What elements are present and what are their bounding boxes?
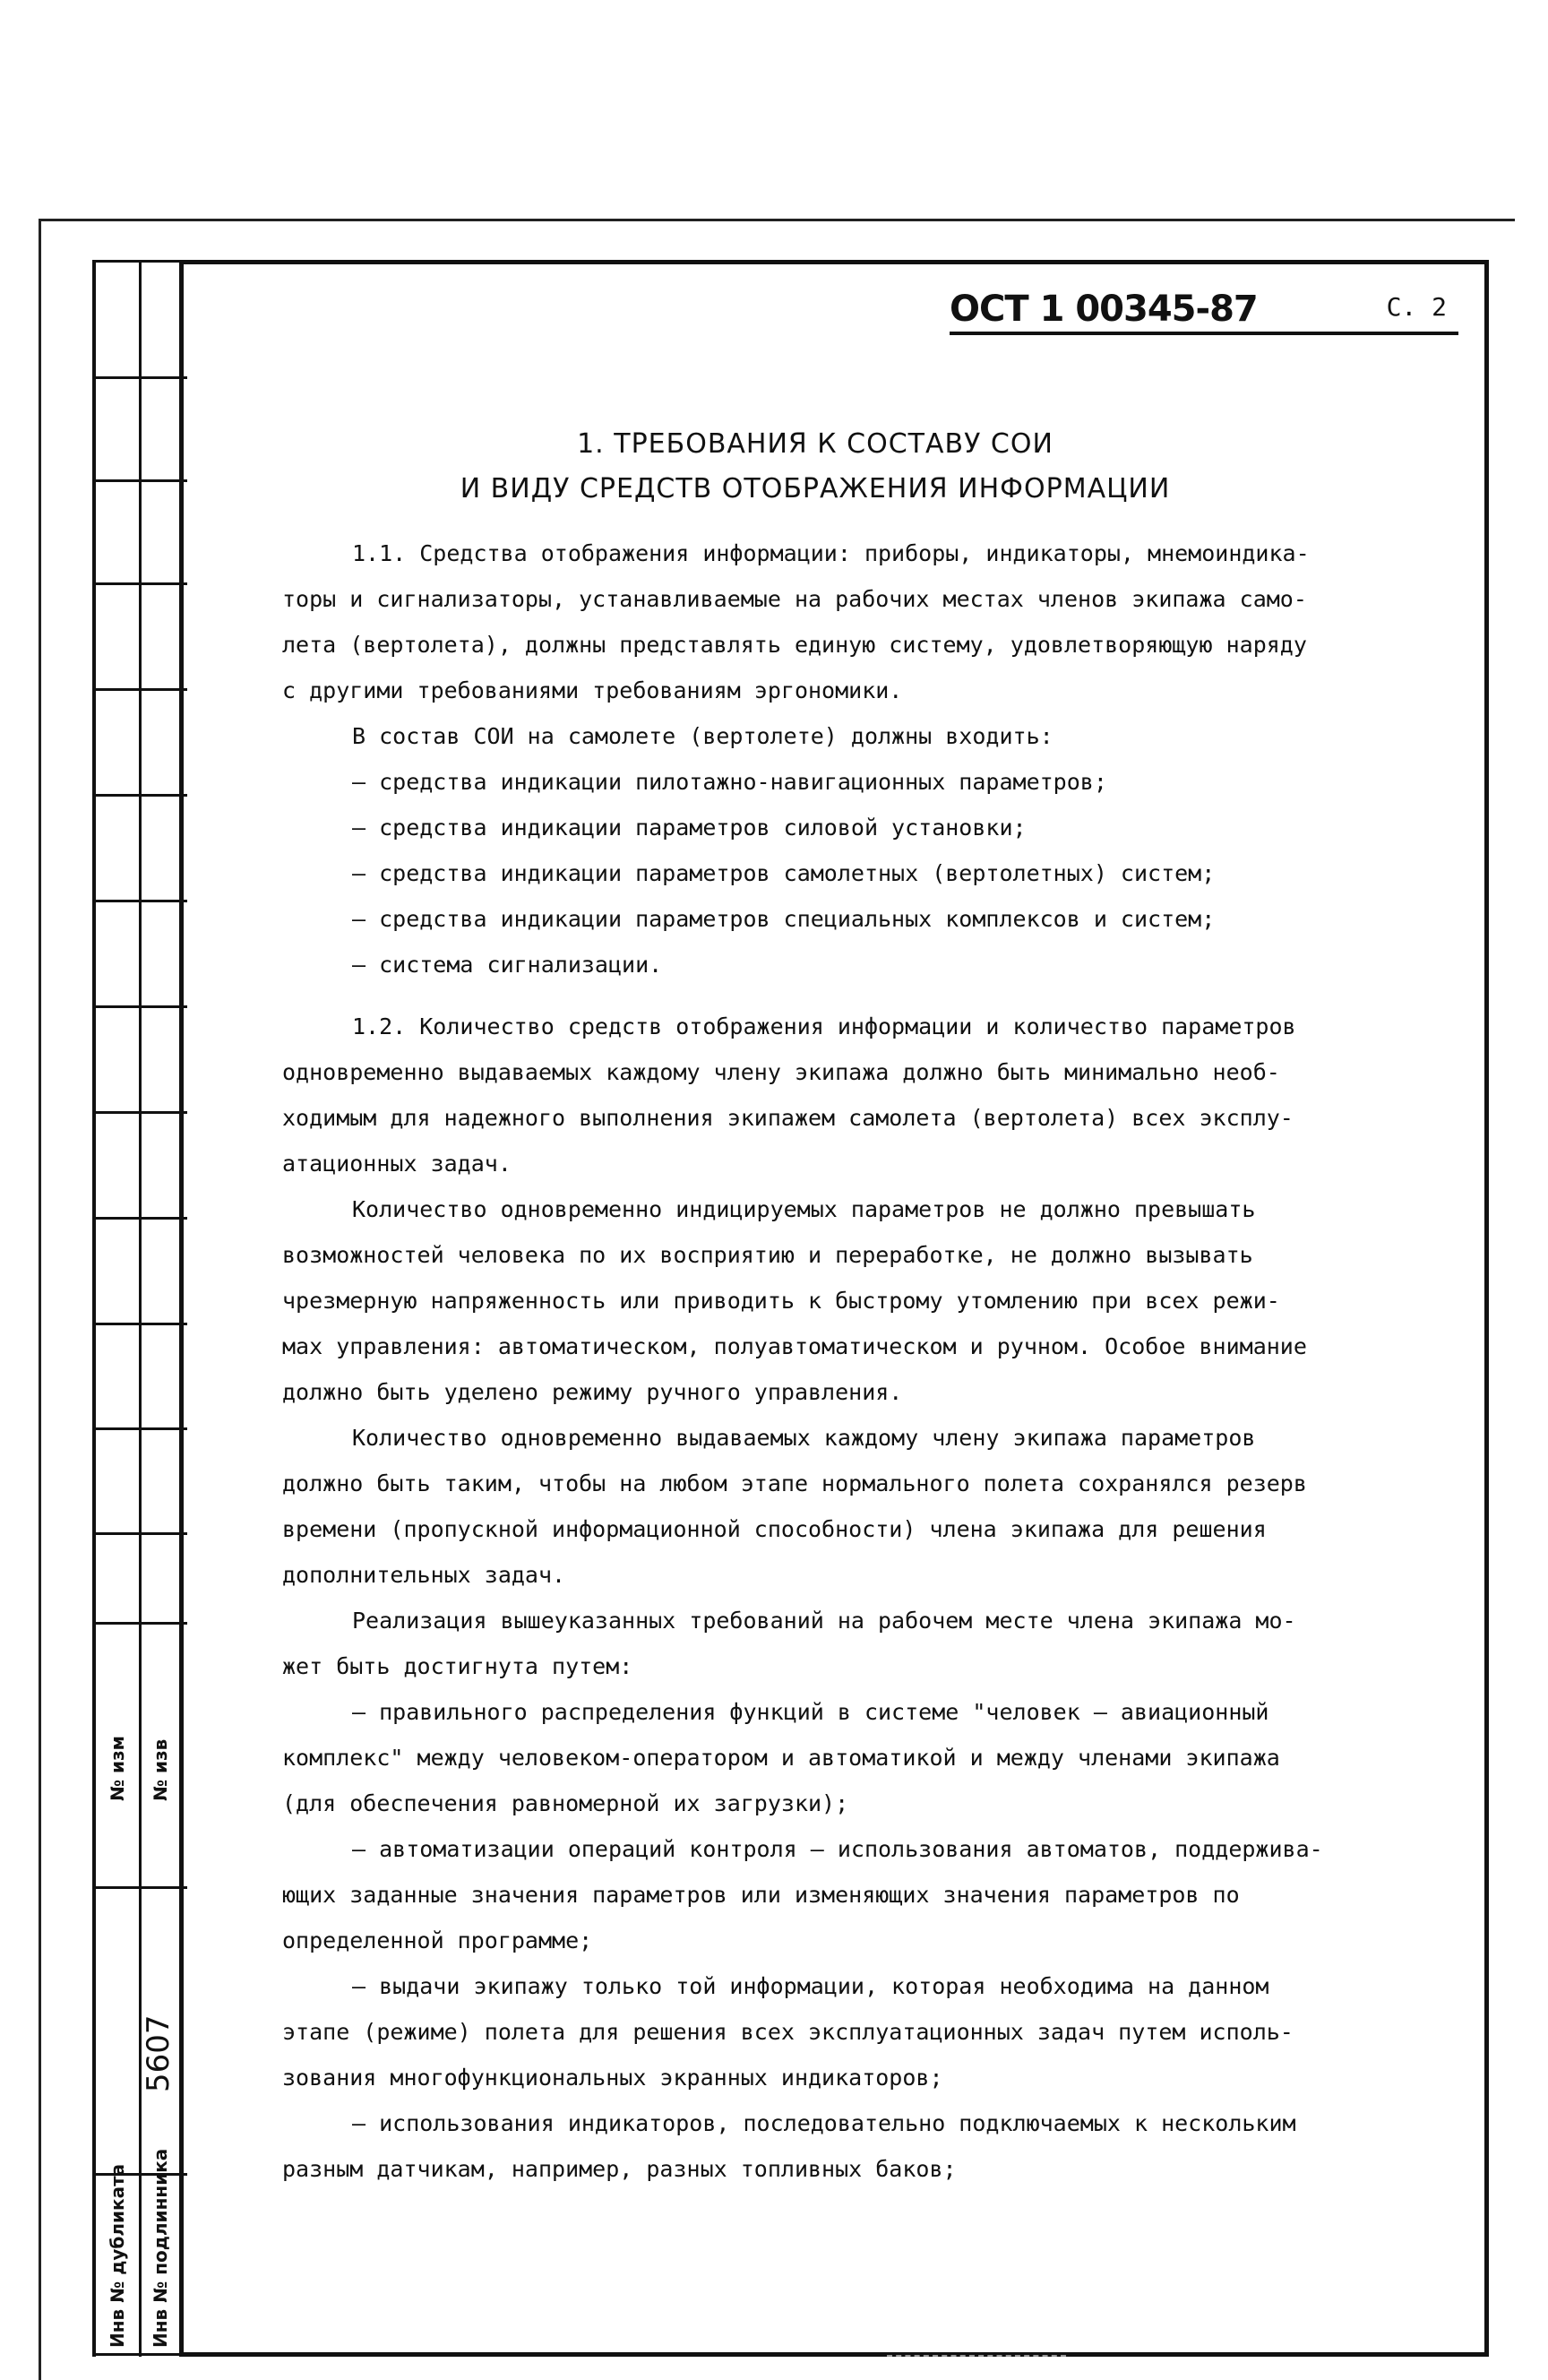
- document-code: ОСТ 1 00345-87: [950, 289, 1258, 330]
- text-line: – правильного распределения функций в системе "человек – авиационный: [352, 1699, 1269, 1725]
- text-line: определенной программе;: [282, 1927, 593, 1953]
- text-line: – система сигнализации.: [352, 952, 663, 978]
- dub-label: Инв № дубликата: [107, 2163, 128, 2348]
- text-line: разным датчикам, например, разных топливных баков;: [282, 2156, 957, 2182]
- bottom-scan-mark: [887, 2355, 1066, 2357]
- text-line: лета (вертолета), должны представлять единую систему, удовлетворяющую наряду: [282, 632, 1307, 658]
- text-line: чрезмерную напряженность или приводить к быстрому утомлению при всех режи-: [282, 1288, 1280, 1314]
- text-line: Количество одновременно индицируемых параметров не должно превышать: [352, 1196, 1256, 1222]
- text-line: времени (пропускной информационной способности) члена экипажа для решения: [282, 1516, 1267, 1542]
- podl-label: Инв № подлинника: [150, 2148, 171, 2348]
- page-number: С. 2: [1386, 292, 1447, 322]
- text-line: – выдачи экипажу только той информации, которая необходима на данном: [352, 1973, 1269, 1999]
- text-line: В состав СОИ на самолете (вертолете) должны входить:: [352, 723, 1054, 749]
- header-rule: [950, 332, 1458, 335]
- handwritten-inventory-number: 5607: [141, 2014, 176, 2092]
- text-line: Реализация вышеуказанных требований на рабочем месте члена экипажа мо-: [352, 1608, 1296, 1634]
- text-line: – средства индикации параметров силовой установки;: [352, 815, 1027, 841]
- text-line: – средства индикации пилотажно-навигационных параметров;: [352, 769, 1107, 795]
- izv-label: № изв: [150, 1738, 171, 1801]
- text-line: – средства индикации параметров специальных комплексов и систем;: [352, 906, 1216, 932]
- text-line: одновременно выдаваемых каждому члену экипажа должно быть минимально необ-: [282, 1059, 1280, 1085]
- text-line: дополнительных задач.: [282, 1562, 566, 1588]
- text-line: (для обеспечения равномерной их загрузки);: [282, 1790, 849, 1816]
- text-line: 1.2. Количество средств отображения информации и количество параметров: [352, 1013, 1296, 1039]
- body-text: [282, 530, 1375, 2192]
- text-line: комплекс" между человеком-оператором и автоматикой и между членами экипажа: [282, 1745, 1280, 1771]
- text-line: – средства индикации параметров самолетных (вертолетных) систем;: [352, 860, 1216, 886]
- text-line: должно быть таким, чтобы на любом этапе нормального полета сохранялся резерв: [282, 1470, 1307, 1496]
- text-line: ходимым для надежного выполнения экипажем самолета (вертолета) всех эксплу-: [282, 1105, 1294, 1131]
- text-line: этапе (режиме) полета для решения всех эксплуатационных задач путем исполь-: [282, 2019, 1294, 2045]
- text-line: должно быть уделено режиму ручного управления.: [282, 1379, 903, 1405]
- text-line: атационных задач.: [282, 1151, 512, 1177]
- text-line: мах управления: автоматическом, полуавтоматическом и ручном. Особое внимание: [282, 1333, 1307, 1359]
- text-line: торы и сигнализаторы, устанавливаемые на рабочих местах членов экипажа само-: [282, 586, 1307, 612]
- paragraph-gap: [282, 987, 1375, 1004]
- side-stamp-column: [92, 260, 184, 2357]
- section-title-line1: 1. ТРЕБОВАНИЯ К СОСТАВУ СОИ: [577, 428, 1054, 460]
- text-line: – использования индикаторов, последовательно подключаемых к нескольким: [352, 2110, 1296, 2136]
- text-line: – автоматизации операций контроля – использования автоматов, поддержива-: [352, 1836, 1323, 1862]
- text-line: с другими требованиями требованиям эргономики.: [282, 677, 903, 703]
- text-line: Количество одновременно выдаваемых каждому члену экипажа параметров: [352, 1425, 1256, 1451]
- izm-label: № изм: [107, 1735, 128, 1801]
- text-line: жет быть достигнута путем:: [282, 1653, 633, 1679]
- page-header: [950, 289, 1456, 335]
- text-line: ющих заданные значения параметров или изменяющих значения параметров по: [282, 1882, 1240, 1908]
- text-line: зования многофункциональных экранных индикаторов;: [282, 2065, 943, 2091]
- text-line: 1.1. Средства отображения информации: приборы, индикаторы, мнемоиндика-: [352, 540, 1310, 566]
- text-line: возможностей человека по их восприятию и переработке, не должно вызывать: [282, 1242, 1253, 1268]
- section-title-line2: И ВИДУ СРЕДСТВ ОТОБРАЖЕНИЯ ИНФОРМАЦИИ: [460, 473, 1171, 504]
